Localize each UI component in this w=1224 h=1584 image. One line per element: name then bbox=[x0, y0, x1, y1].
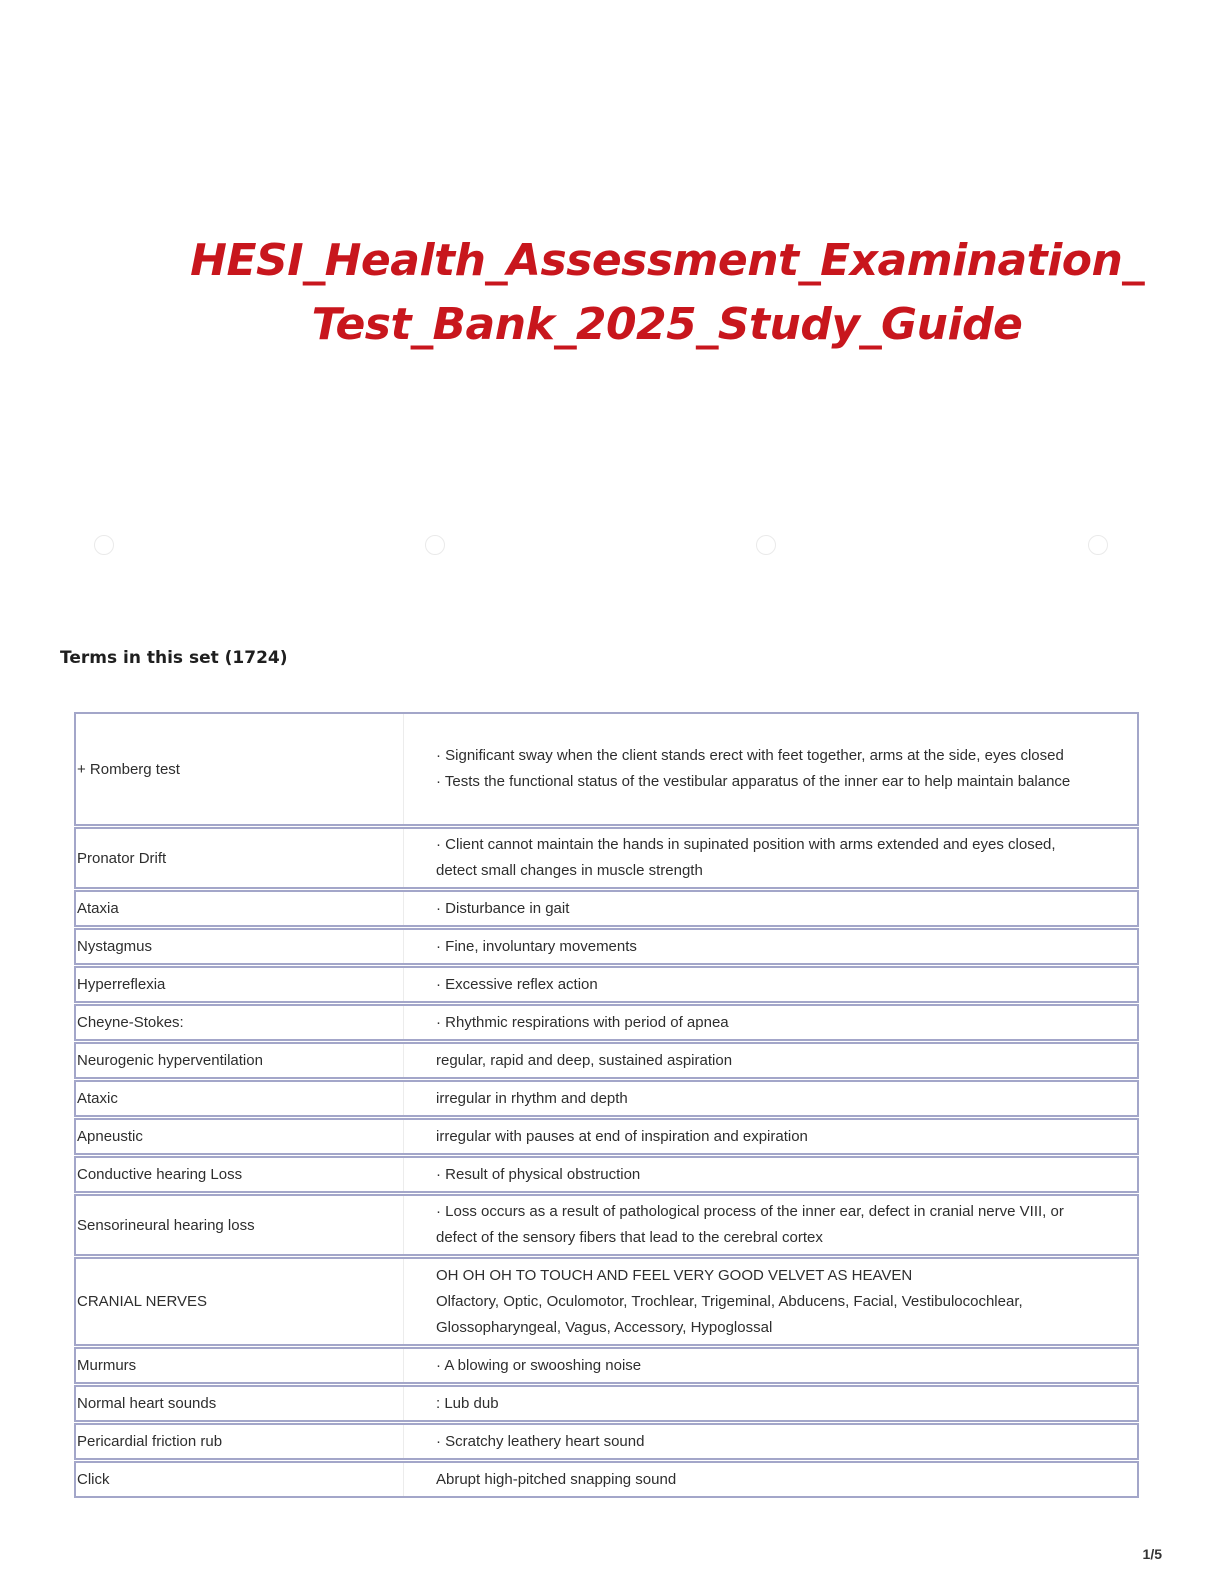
definition-line: · Scratchy leathery heart sound bbox=[436, 1432, 645, 1450]
term-cell: Sensorineural hearing loss bbox=[76, 1196, 404, 1254]
table-row bbox=[74, 928, 1139, 965]
term-cell: + Romberg test bbox=[76, 714, 404, 824]
terms-heading: Terms in this set (1724) bbox=[60, 648, 288, 668]
table-row bbox=[74, 1004, 1139, 1041]
table-row bbox=[74, 1423, 1139, 1460]
definition-line: regular, rapid and deep, sustained aspiration bbox=[436, 1051, 733, 1069]
table-row bbox=[74, 1194, 1139, 1256]
term-cell: Pericardial friction rub bbox=[76, 1425, 404, 1458]
table-row bbox=[74, 1257, 1139, 1346]
definition-cell bbox=[404, 1120, 1137, 1153]
definition-line: · Tests the functional status of the vestibular apparatus of the inner ear to help maintain balance bbox=[436, 773, 1071, 790]
definition-line: · Rhythmic respirations with period of apnea bbox=[436, 1013, 729, 1031]
table-row bbox=[74, 1080, 1139, 1117]
definition-line: irregular with pauses at end of inspiration and expiration bbox=[436, 1127, 808, 1145]
term-cell: Hyperreflexia bbox=[76, 968, 404, 1001]
term-cell: Neurogenic hyperventilation bbox=[76, 1044, 404, 1077]
table-row bbox=[74, 1118, 1139, 1155]
term-cell: Murmurs bbox=[76, 1349, 404, 1382]
definition-cell bbox=[404, 930, 1137, 963]
definition-cell bbox=[404, 1196, 1137, 1254]
definition-cell bbox=[404, 1387, 1137, 1420]
table-row bbox=[74, 1156, 1139, 1193]
table-row bbox=[74, 1461, 1139, 1498]
definition-line: Olfactory, Optic, Oculomotor, Trochlear, Trigeminal, Abducens, Facial, Vestibulocochlear, Glossopharyngeal, Vagus, Accessory, Hypoglossal bbox=[436, 1292, 1023, 1336]
table-row bbox=[74, 827, 1139, 889]
definition-cell bbox=[404, 714, 1137, 824]
table-row bbox=[74, 1042, 1139, 1079]
table-row bbox=[74, 966, 1139, 1003]
carousel-dot-2[interactable] bbox=[425, 535, 445, 555]
term-cell: Conductive hearing Loss bbox=[76, 1158, 404, 1191]
title-line-1: HESI_Health_Assessment_Examination_ bbox=[190, 235, 1144, 286]
definition-line: OH OH OH TO TOUCH AND FEEL VERY GOOD VELVET AS HEAVEN bbox=[436, 1266, 913, 1284]
title-line-2: Test_Bank_2025_Study_Guide bbox=[311, 299, 1023, 350]
definition-cell bbox=[404, 1158, 1137, 1191]
definition-cell bbox=[404, 1349, 1137, 1382]
term-cell: CRANIAL NERVES bbox=[76, 1259, 404, 1344]
definition-line: irregular in rhythm and depth bbox=[436, 1089, 628, 1107]
table-row bbox=[74, 1347, 1139, 1384]
definition-line: · Loss occurs as a result of pathological process of the inner ear, defect in cranial nerve VIII, or defect of the sensory fibers that lead to the cerebral cortex bbox=[436, 1203, 1064, 1246]
term-cell: Ataxic bbox=[76, 1082, 404, 1115]
document-title bbox=[0, 229, 1224, 357]
definition-cell bbox=[404, 1463, 1137, 1496]
terms-table bbox=[74, 712, 1139, 1499]
definition-cell bbox=[404, 1082, 1137, 1115]
definition-line: · Disturbance in gait bbox=[436, 899, 570, 917]
definition-cell bbox=[404, 968, 1137, 1001]
term-cell: Pronator Drift bbox=[76, 829, 404, 887]
term-cell: Click bbox=[76, 1463, 404, 1496]
carousel-dot-4[interactable] bbox=[1088, 535, 1108, 555]
definition-cell bbox=[404, 1006, 1137, 1039]
table-row bbox=[74, 1385, 1139, 1422]
definition-cell bbox=[404, 1044, 1137, 1077]
term-cell: Apneustic bbox=[76, 1120, 404, 1153]
term-cell: Normal heart sounds bbox=[76, 1387, 404, 1420]
definition-line: : Lub dub bbox=[436, 1394, 499, 1412]
table-row bbox=[74, 712, 1139, 826]
definition-line: · Excessive reflex action bbox=[436, 975, 598, 993]
definition-line: · Fine, involuntary movements bbox=[436, 937, 637, 955]
definition-line: Abrupt high-pitched snapping sound bbox=[436, 1470, 677, 1488]
definition-cell bbox=[404, 1425, 1137, 1458]
definition-cell bbox=[404, 892, 1137, 925]
definition-cell bbox=[404, 829, 1137, 887]
definition-line: · Result of physical obstruction bbox=[436, 1165, 641, 1183]
page-number: 1/5 bbox=[1142, 1546, 1162, 1562]
definition-line: · Significant sway when the client stands erect with feet together, arms at the side, eyes closed bbox=[436, 747, 1064, 764]
definition-line: · A blowing or swooshing noise bbox=[436, 1356, 642, 1374]
term-cell: Nystagmus bbox=[76, 930, 404, 963]
term-cell: Ataxia bbox=[76, 892, 404, 925]
carousel-dot-3[interactable] bbox=[756, 535, 776, 555]
carousel-dot-1[interactable] bbox=[94, 535, 114, 555]
term-cell: Cheyne-Stokes: bbox=[76, 1006, 404, 1039]
definition-line: · Client cannot maintain the hands in supinated position with arms extended and eyes closed, detect small changes in muscle strength bbox=[436, 836, 1056, 879]
definition-cell bbox=[404, 1259, 1137, 1344]
table-row bbox=[74, 890, 1139, 927]
